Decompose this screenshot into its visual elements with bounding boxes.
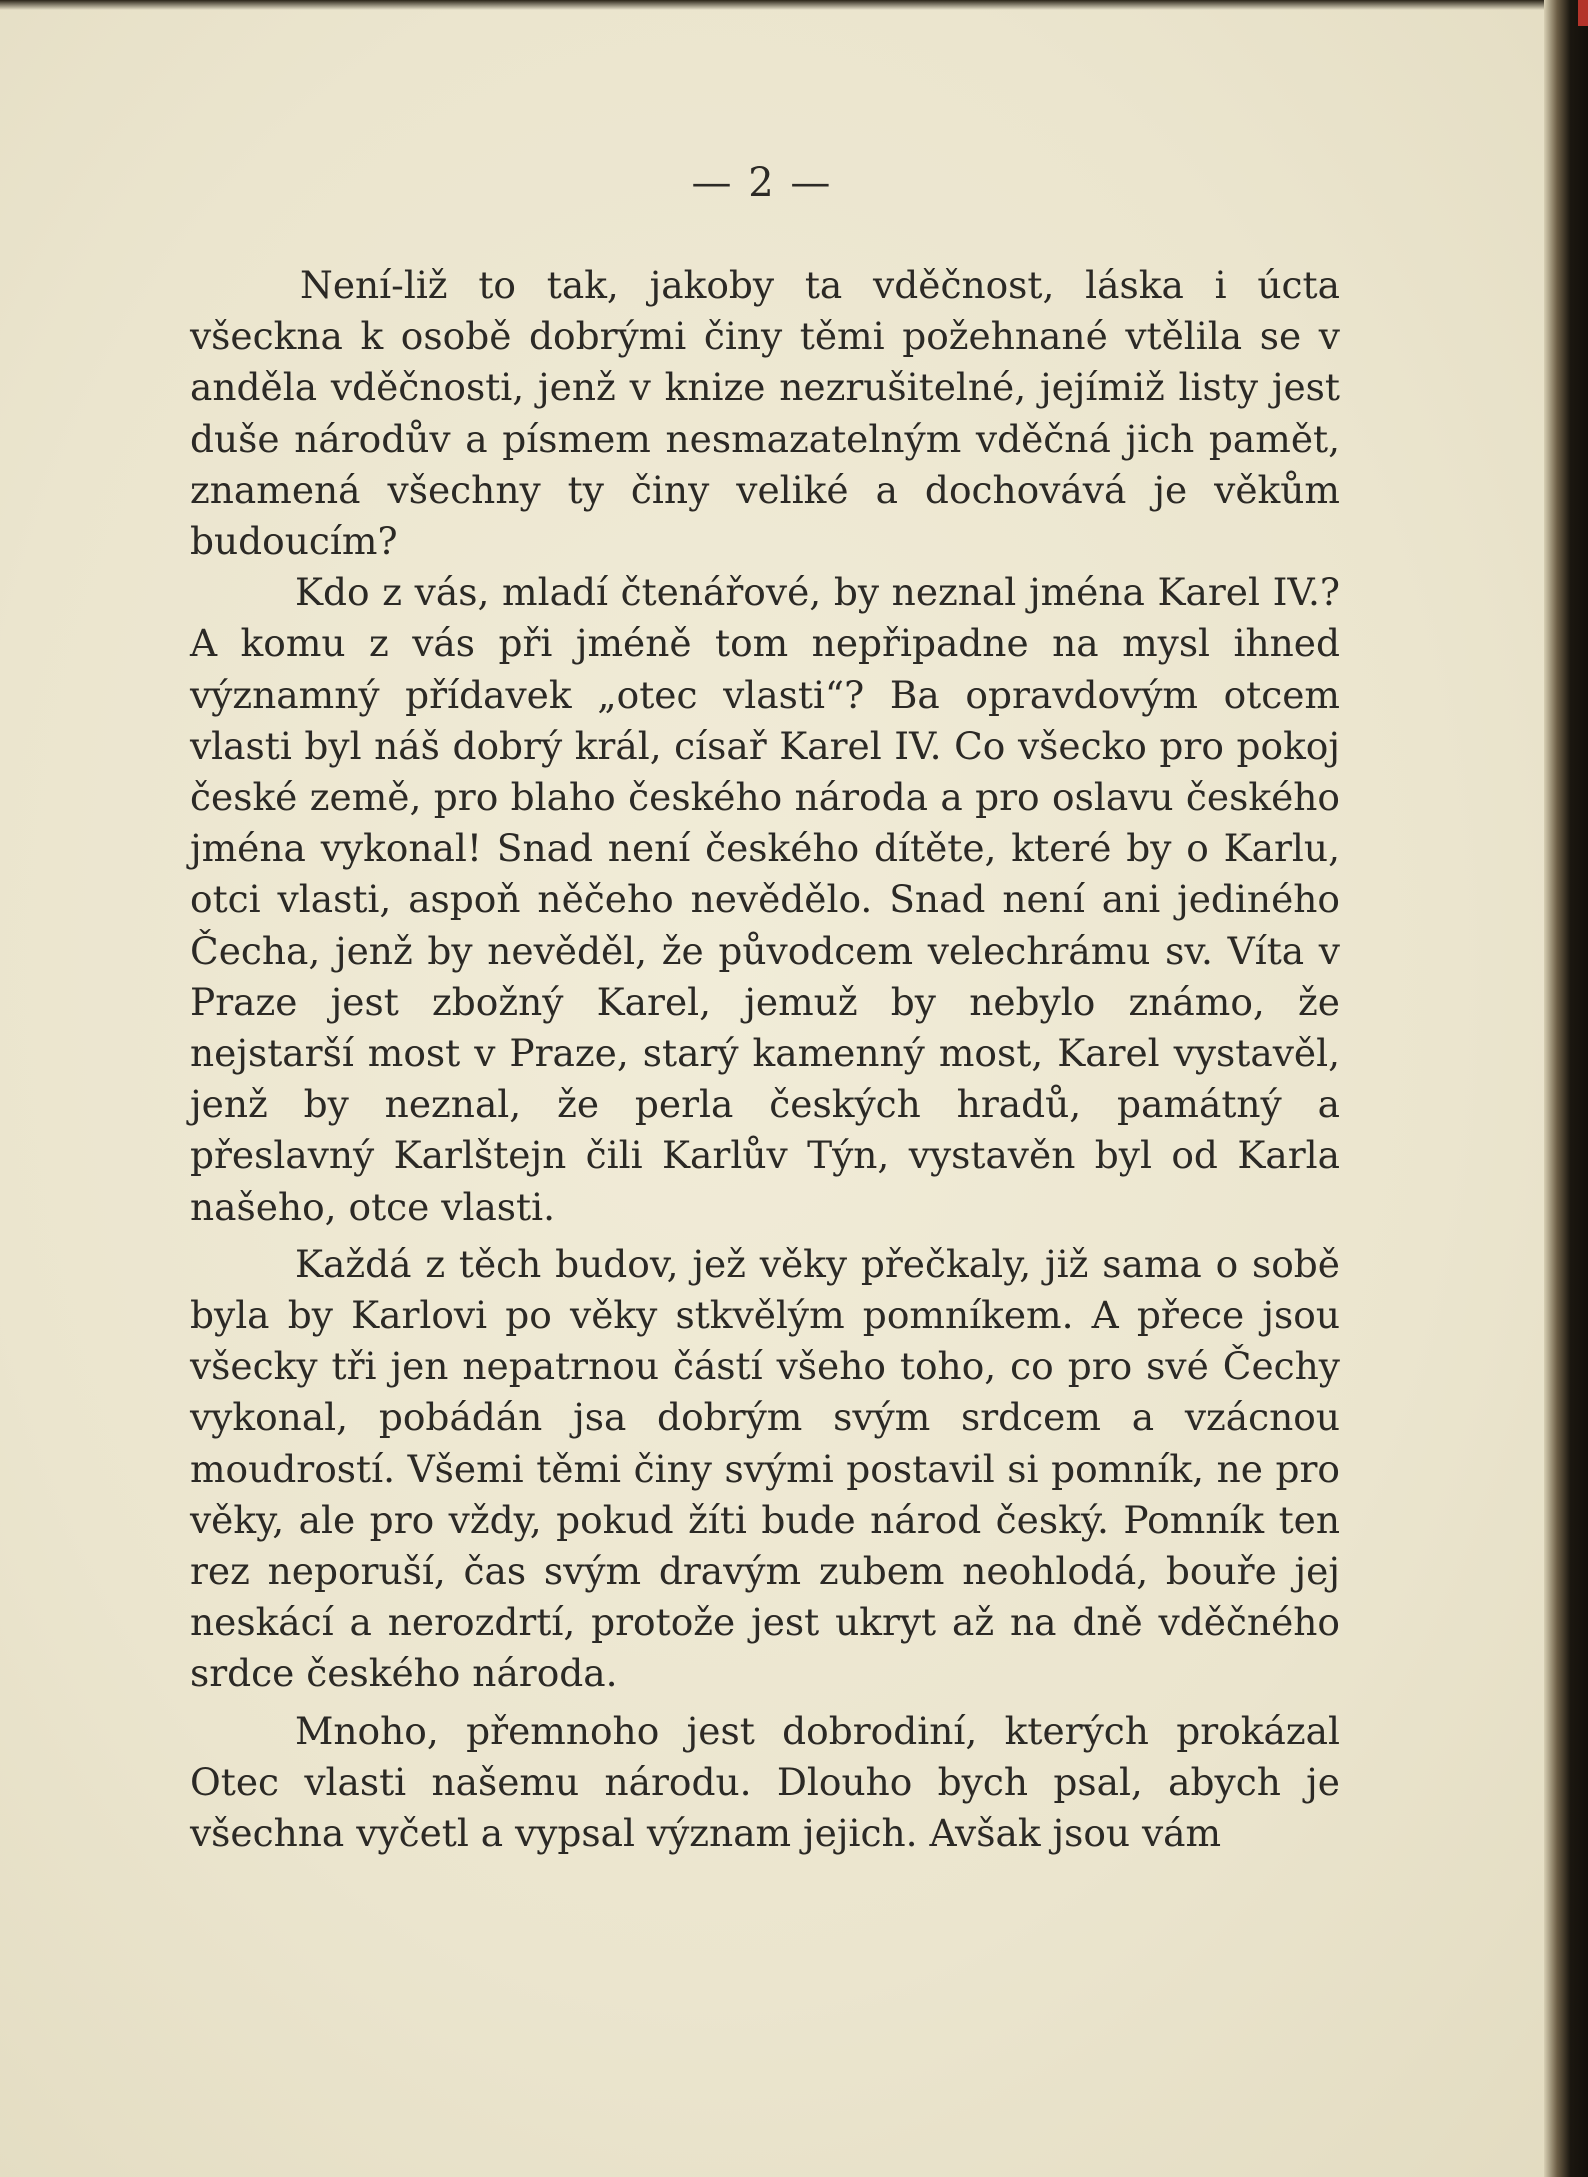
paragraph-2: Kdo z vás, mladí čtenářové, by neznal jména Karel IV.? A komu z vás při jméně tom nepřipadne na mysl ihned významný přídavek „otec vlasti“? Ba opravdovým otcem vlasti byl náš dobrý král, císař Karel IV. Co všecko pro pokoj české země, pro blaho českého národa a pro oslavu českého jména vykonal! Snad není českého dítěte, které by o Karlu, otci vlasti, aspoň něčeho nevědělo. Snad není ani jediného Čecha, jenž by nevěděl, že původcem velechrámu sv. Víta v Praze jest zbožný Karel, jemuž by nebylo známo, že nejstarší most v Praze, starý kamenný most, Karel vystavěl, jenž by neznal, že perla českých hradů, památný a přeslavný Karlštejn čili Karlův Týn, vystavěn byl od Karla našeho, otce vlasti. [190, 570, 1340, 1229]
page-top-shadow [0, 0, 1588, 10]
page-number: — 2 — [691, 160, 833, 206]
binding-red-mark [1578, 0, 1588, 26]
book-binding-edge [1544, 0, 1588, 2177]
body-text [190, 260, 1340, 1859]
paragraph-3: Každá z těch budov, jež věky přečkaly, již sama o sobě byla by Karlovi po věky stkvělým pomníkem. A přece jsou všecky tři jen nepatrnou částí všeho toho, co pro své Čechy vykonal, pobádán jsa dobrým svým srdcem a vzácnou moudrostí. Všemi těmi činy svými postavil si pomník, ne pro věky, ale pro vždy, pokud žíti bude národ český. Pomník ten rez neporuší, čas svým dravým zubem neohlodá, bouře jej neskácí a nerozdrtí, protože jest ukryt až na dně vděčného srdce českého národa. [190, 1241, 1340, 1696]
paragraph-4: Mnoho, přemnoho jest dobrodiní, kterých prokázal Otec vlasti našemu národu. Dlouho bych psal, abych je všechna vyčetl a vypsal význam jejich. Avšak jsou vám [190, 1708, 1340, 1856]
paragraph-1: Není-liž to tak, jakoby ta vděčnost, láska i úcta všeckna k osobě dobrými činy těmi požehnané vtělila se v anděla vděčnosti, jenž v knize nezrušitelné, jejímiž listy jest duše národův a písmem nesmazatelným vděčná jich pamět, znamená všechny ty činy veliké a dochovává je věkům budoucím? [190, 263, 1340, 564]
